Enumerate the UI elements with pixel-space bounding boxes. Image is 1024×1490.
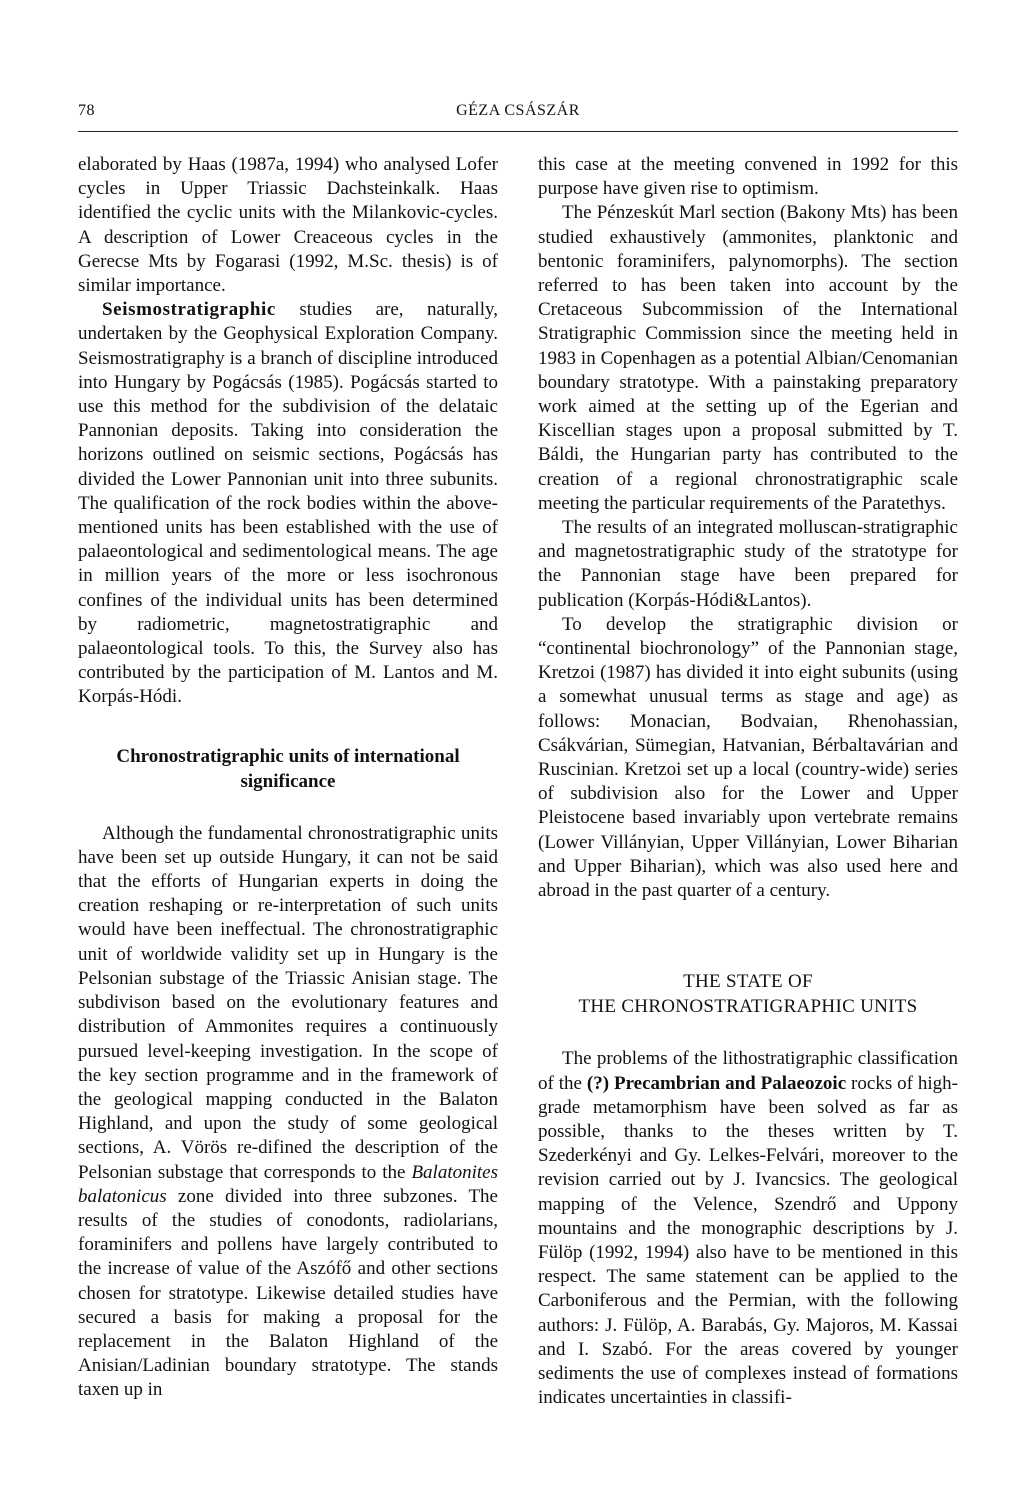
running-head: GÉZA CSÁSZÁR bbox=[456, 102, 580, 119]
paragraph-lead-term: Seismostratigraphic bbox=[102, 299, 276, 321]
section-title bbox=[538, 969, 958, 1019]
paragraph: elaborated by Haas (1987a, 1994) who analysed Lofer cycles in Upper Triassic Dachsteinkalk. Haas identified the cyclic units with the Milankovic-cycles. A description of Lower Creaceous cycles in the Gerecse Mts by Fogarasi (1992, M.Sc. thesis) is of similar importance. bbox=[78, 154, 498, 297]
paragraph-text: rocks of high-grade metamorphism have been solved as far as possible, thanks to the theses written by T. Szederkényi and Gy. Lelkes-Felvári, moreover to the revision carried out by J. Ivancsics. The geological mapping of the Velence, Szendrő and Uppony mountains and the monographic descriptions by J. Fülöp (1992, 1994) also have to be mentioned in this respect. The same statement can be applied to the Carboniferous and the Permian, with the following authors: J. Fülöp, A. Barabás, Gy. Majoros, M. Kassai and I. Szabó. For the areas covered by younger sediments the use of complexes instead of formations indicates uncertainties in classifi- bbox=[538, 1072, 958, 1409]
taxon-name: Balatonites balatonicus bbox=[78, 1161, 498, 1207]
paragraph-text: studies are, naturally, undertaken by the Geophysical Exploration Company. Seismostratigraphy is a branch of discipline introduced into Hungary by Pogácsás (1985). Pogácsás started to use this method for the subdivision of the delataic Pannonian deposits. Taking into consideration the horizons outlined on seismic sections, Pogácsás has divided the Lower Pannonian unit into three subunits. The qualification of the rock bodies within the above-mentioned units has been established with the use of palaeontological and sedimentological means. The age in million years of the more or less isochronous confines of the individual units has been determined by radiometric, magnetostratigraphic and palaeontological tools. To this, the Survey also has contributed by the participation of M. Lantos and M. Korpás-Hódi. bbox=[78, 299, 498, 708]
page-header bbox=[78, 102, 958, 124]
section-title: Chronostratigraphic units of international significance bbox=[116, 745, 460, 792]
paragraph bbox=[78, 298, 498, 709]
page-number: 78 bbox=[78, 102, 95, 119]
section-title-line: THE CHRONOSTRATIGRAPHIC UNITS bbox=[578, 996, 918, 1018]
right-column bbox=[538, 153, 958, 1410]
header-rule bbox=[78, 131, 958, 132]
paragraph: this case at the meeting convened in 1992 for this purpose have given rise to optimism. bbox=[538, 154, 958, 200]
paragraph-text: Although the fundamental chronostratigraphic units have been set up outside Hungary, it can not be said that the efforts of Hungarian experts in doing the creation reshaping or re-interpretation of such units would have been ineffectual. The chronostratigraphic unit of worldwide validity set up in Hungary is the Pelsonian substage of the Triassic Anisian stage. The subdivison based on the evolutionary features and distribution of Ammonites requires a continuously pursued level-keeping investigation. In the scope of the key section programme and in the framework of the geological mapping conducted in the Balaton Highland, and upon the study of some geological sections, A. Vörös re-difined the description of the Pelsonian substage that corresponds to the bbox=[78, 822, 498, 1183]
paragraph bbox=[78, 822, 498, 1403]
left-column bbox=[78, 153, 498, 1403]
paragraph-text: zone divided into three subzones. The results of the studies of conodonts, radiolarians, foraminifers and pollens have largely contributed to the increase of value of the Aszófő and other sections chosen for stratotype. Likewise detailed studies have secured a basis for making a proposal for the replacement in the Balaton Highland of the Anisian/Ladinian boundary stratotype. The stands taxen up in bbox=[78, 1185, 498, 1401]
section-title-line: THE STATE OF bbox=[683, 971, 813, 993]
paragraph-text: The problems of the lithostratigraphic classification of the bbox=[538, 1048, 958, 1094]
paragraph: The results of an integrated molluscan-stratigraphic and magnetostratigraphic study of the stratotype for the Pannonian stage have been prepared for publication (Korpás-Hódi&Lantos). bbox=[538, 517, 958, 611]
bold-term: (?) Precambrian and Palaeozoic bbox=[586, 1072, 847, 1094]
paragraph bbox=[538, 1047, 958, 1410]
paragraph: The Pénzeskút Marl section (Bakony Mts) has been studied exhaustively (ammonites, planktonic and bentonic foraminifers, palynomorphs). The section referred to has been taken into account by the Cretaceous Subcommission of the International Stratigraphic Commission since the meeting held in 1983 in Copenhagen as a potential Albian/Cenomanian boundary stratotype. With a painstaking preparatory work aimed at the setting up of the Egerian and Kiscellian stages upon a proposal submitted by T. Báldi, the Hungarian party has contributed to the creation of a regional chronostratigraphic scale meeting the particular requirements of the Paratethys. bbox=[538, 202, 958, 514]
paragraph: To develop the stratigraphic division or “continental biochronology” of the Pannonian stage, Kretzoi (1987) has divided it into eight subunits (using a somewhat unusual terms as stage and age) as follows: Monacian, Bodvaian, Rhenohassian, Csákvárian, Sümegian, Hatvanian, Bérbaltavárian and Ruscinian. Kretzoi set up a local (country-wide) series of subdivision also for the Lower and Upper Pleistocene based invariably upon vertebrate remains (Lower Villányian, Upper Villányian, Lower Biharian and Upper Biharian), which was also used here and abroad in the past quarter of a century. bbox=[538, 613, 958, 902]
